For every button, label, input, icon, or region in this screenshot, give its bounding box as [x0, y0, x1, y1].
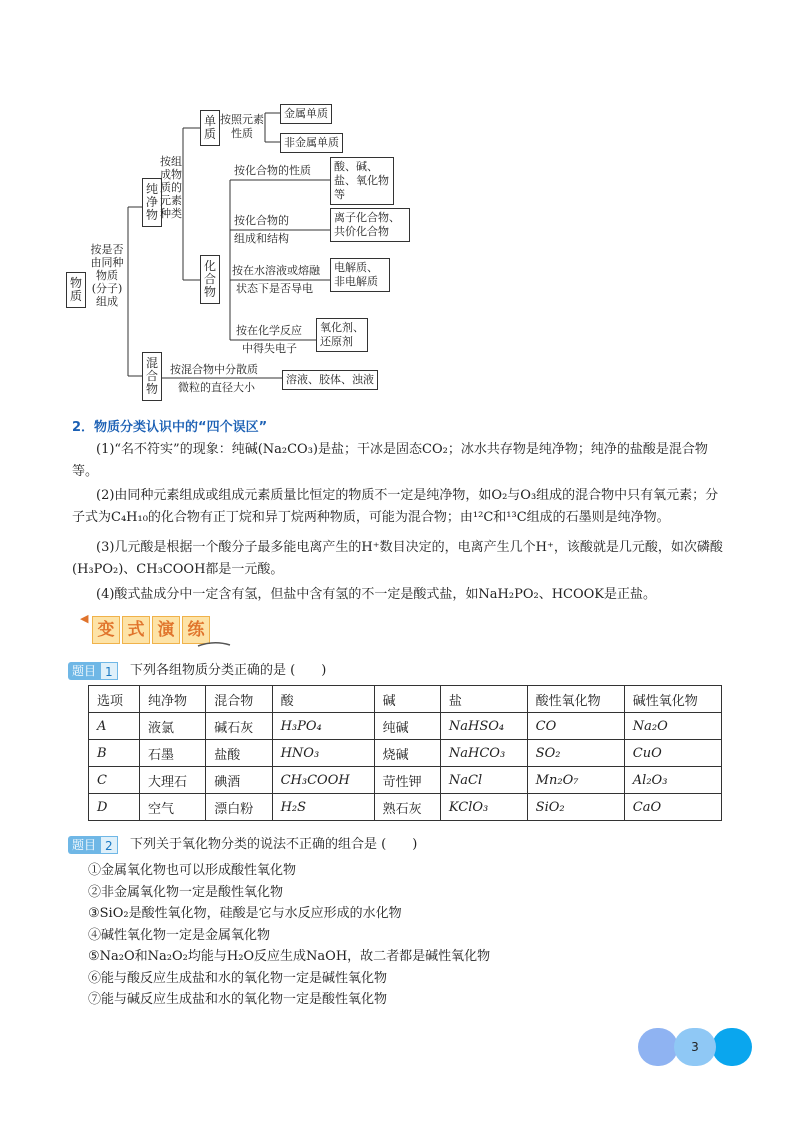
simple-node: 单质	[200, 110, 220, 146]
banner-swoosh	[196, 640, 232, 648]
dispersion-box: 溶液、胶体、浊液	[282, 370, 378, 390]
statement: ③SiO₂是酸性氧化物，硅酸是它与水反应形成的水化物	[88, 906, 402, 921]
table-cell: B	[89, 740, 140, 767]
table-cell: CuO	[624, 740, 721, 767]
compound-rule-structure-b: 组成和结构	[234, 232, 289, 245]
question-number: 1	[100, 662, 118, 680]
table-row	[89, 794, 722, 821]
compound-rule-redox-b: 中得失电子	[242, 342, 297, 355]
table-cell: Mn₂O₇	[527, 767, 624, 794]
nonmetal-box: 非金属单质	[280, 133, 343, 153]
banner-char: 演	[152, 616, 180, 644]
section-title: 2．物质分类认识中的“四个误区”	[72, 420, 268, 435]
page-decoration-right	[712, 1028, 752, 1066]
table-cell: CO	[527, 713, 624, 740]
table-cell: H₂S	[272, 794, 374, 821]
table-cell: HNO₃	[272, 740, 374, 767]
table-header-row	[89, 686, 722, 713]
practice-banner	[92, 615, 210, 645]
page-number: 3	[674, 1028, 716, 1066]
pure-node: 纯净物	[142, 178, 162, 227]
table-cell: SO₂	[527, 740, 624, 767]
compound-rule-conduct-a: 按在水溶液或熔融	[232, 264, 320, 277]
table-cell: CH₃COOH	[272, 767, 374, 794]
table-cell: SiO₂	[527, 794, 624, 821]
diagram-lines	[0, 0, 794, 400]
table-row	[89, 713, 722, 740]
table-cell: 空气	[139, 794, 205, 821]
table-cell: NaHSO₄	[440, 713, 527, 740]
metal-box: 金属单质	[280, 104, 332, 124]
table-cell: 苛性钾	[374, 767, 440, 794]
mixture-node: 混合物	[142, 352, 162, 401]
statement: ①金属氧化物也可以形成酸性氧化物	[88, 863, 297, 878]
banner-char: 式	[122, 616, 150, 644]
statement: ②非金属氧化物一定是酸性氧化物	[88, 884, 284, 900]
compound-rule-conduct-b: 状态下是否导电	[236, 282, 313, 295]
table-cell: Al₂O₃	[624, 767, 721, 794]
classification-table	[88, 685, 722, 821]
table-header: 碱	[374, 686, 440, 713]
table-cell: H₃PO₄	[272, 713, 374, 740]
question-2-statements	[88, 860, 490, 1011]
table-row	[89, 767, 722, 794]
table-cell: 盐酸	[206, 740, 272, 767]
table-header: 选项	[89, 686, 140, 713]
page-decoration-left	[638, 1028, 678, 1066]
question-tag-label: 题目	[68, 662, 100, 680]
table-cell: KClO₃	[440, 794, 527, 821]
table-cell: CaO	[624, 794, 721, 821]
paragraph-4: (4)酸式盐成分中一定含有氢，但盐中含有氢的不一定是酸式盐，如NaH₂PO₂、HCOOK是正盐。	[96, 587, 657, 602]
table-cell: 碱石灰	[206, 713, 272, 740]
root-node: 物质	[66, 272, 86, 308]
table-cell: 纯碱	[374, 713, 440, 740]
pure-rule: 按组成物质的元素种类	[160, 155, 182, 220]
compound-node: 化合物	[200, 255, 220, 304]
statement: ⑤Na₂O和Na₂O₂均能与H₂O反应生成NaOH，故二者都是碱性氧化物	[88, 949, 491, 964]
table-cell: NaCl	[440, 767, 527, 794]
table-cell: 液氯	[139, 713, 205, 740]
table-cell: A	[89, 713, 140, 740]
compound-rule-structure-a: 按化合物的	[234, 214, 289, 227]
paragraph-2: (2)由同种元素组成或组成元素质量比恒定的物质不一定是纯净物，如O₂与O₃组成的混合物中只有氧元素；分子式为C₄H₁₀的化合物有正丁烷和异丁烷两种物质，可能为混合物；由¹²C和¹³C组成的石墨则是纯净物。	[72, 488, 719, 525]
statement: ⑥能与酸反应生成盐和水的氧化物一定是碱性氧化物	[88, 970, 388, 986]
table-header: 碱性氧化物	[624, 686, 721, 713]
electrolyte-box: 电解质、非电解质	[330, 258, 390, 292]
simple-rule: 按照元素性质	[220, 113, 264, 140]
table-header: 盐	[440, 686, 527, 713]
table-cell: 大理石	[139, 767, 205, 794]
statement: ④碱性氧化物一定是金属氧化物	[88, 927, 271, 943]
table-header: 纯净物	[139, 686, 205, 713]
table-cell: 碘酒	[206, 767, 272, 794]
compound-rule-redox-a: 按在化学反应	[236, 324, 302, 337]
banner-char: 变	[92, 616, 120, 644]
oxidant-reductant-box: 氧化剂、还原剂	[316, 318, 368, 352]
table-cell: 漂白粉	[206, 794, 272, 821]
root-rule: 按是否由同种物质(分子)组成	[90, 243, 124, 308]
compound-rule-property: 按化合物的性质	[234, 164, 311, 177]
ionic-covalent-box: 离子化合物、共价化合物	[330, 208, 410, 242]
mixture-rule-a: 按混合物中分散质	[170, 363, 258, 376]
question-1-tag	[68, 662, 118, 680]
table-header: 混合物	[206, 686, 272, 713]
question-number: 2	[100, 836, 118, 854]
banner-char: 练	[182, 616, 210, 644]
table-row	[89, 740, 722, 767]
statement: ⑦能与碱反应生成盐和水的氧化物一定是酸性氧化物	[88, 992, 388, 1007]
table-cell: Na₂O	[624, 713, 721, 740]
table-header: 酸	[272, 686, 374, 713]
table-cell: NaHCO₃	[440, 740, 527, 767]
speaker-icon: ◀	[80, 612, 89, 625]
paragraph-3: (3)几元酸是根据一个酸分子最多能电离产生的H⁺数目决定的，电离产生几个H⁺，该酸就是几元酸，如次磷酸(H₃PO₂)、CH₃COOH都是一元酸。	[72, 540, 723, 577]
mixture-rule-b: 微粒的直径大小	[178, 381, 255, 394]
question-1-text: 下列各组物质分类正确的是 ( )	[130, 663, 327, 678]
paragraph-1: (1)“名不符实”的现象：纯碱(Na₂CO₃)是盐；干冰是固态CO₂；冰水共存物是纯净物；纯净的盐酸是混合物等。	[72, 442, 708, 479]
table-cell: D	[89, 794, 140, 821]
question-tag-label: 题目	[68, 836, 100, 854]
table-header: 酸性氧化物	[527, 686, 624, 713]
question-2-tag	[68, 836, 118, 854]
table-cell: 熟石灰	[374, 794, 440, 821]
question-2-text: 下列关于氧化物分类的说法不正确的组合是 ( )	[130, 837, 418, 852]
table-cell: 烧碱	[374, 740, 440, 767]
table-cell: 石墨	[139, 740, 205, 767]
table-cell: C	[89, 767, 140, 794]
acid-base-salt-box: 酸、碱、盐、氧化物等	[330, 157, 394, 205]
